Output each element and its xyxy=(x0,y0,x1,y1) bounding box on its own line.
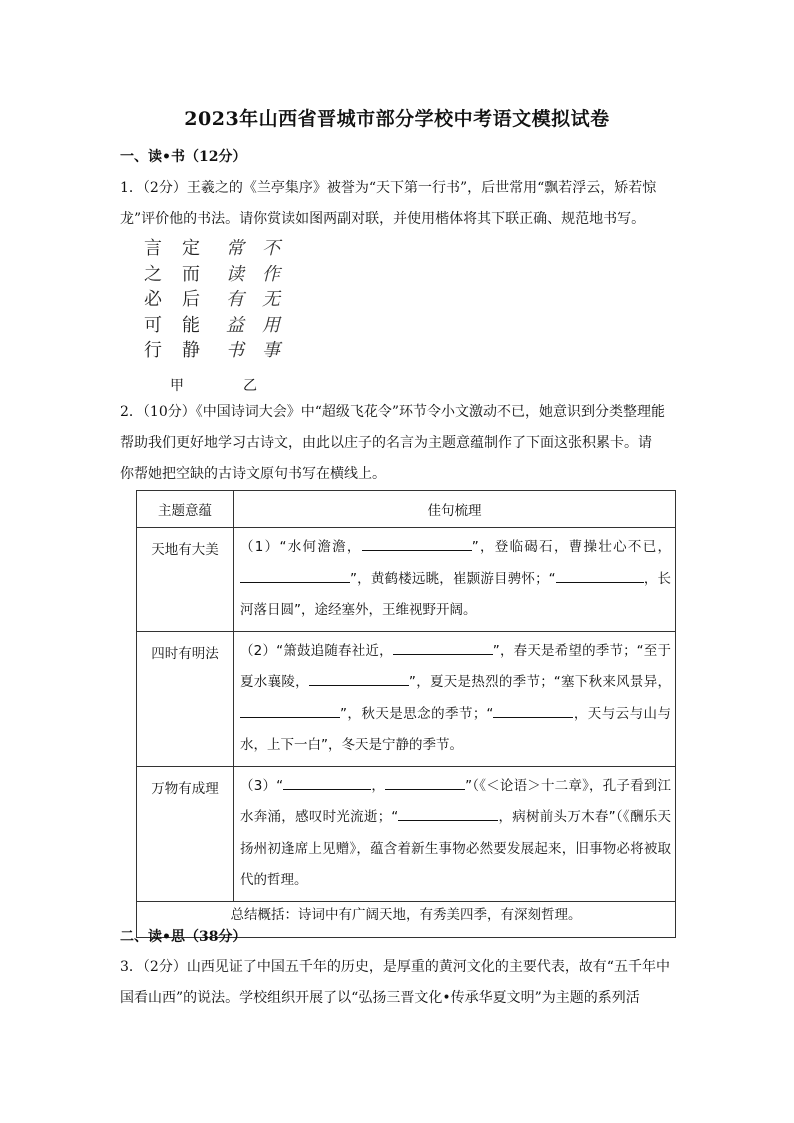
row-content: （2）“箫鼓追随春社近， ”，春天是希望的季节；“至于夏水襄陵， ”，夏天是热烈的季节；“塞下秋来风景异，”，秋天是思念的季节；“ ，天与云与山与水，上下一白”，冬天是宁静的季节。 xyxy=(234,631,676,766)
answer-blank[interactable] xyxy=(393,640,493,655)
answer-blank[interactable] xyxy=(556,568,644,583)
answer-blank[interactable] xyxy=(283,775,371,790)
header-lines: 佳句梳理 xyxy=(234,491,676,528)
header-theme: 主题意蕴 xyxy=(137,491,234,528)
answer-blank[interactable] xyxy=(240,703,340,718)
table-row xyxy=(137,528,676,632)
accumulation-card-table xyxy=(136,490,676,938)
row-theme: 天地有大美 xyxy=(137,528,234,632)
question-2-line-3: 你帮她把空缺的古诗文原句书写在横线上。 xyxy=(120,466,386,482)
couplet-column-4: 不 作 无 用 事 xyxy=(262,238,280,361)
row-content: （1）“水何澹澹， ”，登临碣石，曹操壮心不已，”，黄鹤楼远眺，崔颢游目骋怀；“ ，长河落日圆”，途经塞外，王维视野开阔。 xyxy=(234,528,676,632)
table-header-row xyxy=(137,491,676,528)
answer-blank[interactable] xyxy=(385,775,465,790)
table-row xyxy=(137,766,676,901)
summary-cell: 总结概括：诗词中有广阔天地，有秀美四季，有深刻哲理。 xyxy=(137,901,676,937)
question-3 xyxy=(120,952,676,1014)
question-2-line-2: 帮助我们更好地学习古诗文，由此以庄子的名言为主题意蕴制作了下面这张积累卡。请 xyxy=(120,435,652,451)
row-theme: 四时有明法 xyxy=(137,631,234,766)
section-heading-reading-thinking: 二、读•思（38分） xyxy=(120,929,247,945)
couplet-label-b: 乙 xyxy=(243,378,257,394)
calligraphy-couplets-image xyxy=(142,236,292,361)
question-1-line-1: 1．（2分）王羲之的《兰亭集序》被誉为“天下第一行书”，后世常用“飘若浮云，矫若惊 xyxy=(120,180,657,196)
table-row xyxy=(137,631,676,766)
page-title: 2023年山西省晋城市部分学校中考语文模拟试卷 xyxy=(184,108,610,130)
question-2-line-1: 2．（10分）《中国诗词大会》中“超级飞花令”环节令小文激动不已，她意识到分类整理能 xyxy=(120,404,666,420)
question-3-line-1: 3．（2分）山西见证了中国五千年的历史，是厚重的黄河文化的主要代表，故有“五千年中 xyxy=(120,959,670,975)
answer-blank[interactable] xyxy=(398,806,498,821)
couplet-label-a: 甲 xyxy=(170,378,184,394)
answer-blank[interactable] xyxy=(362,536,472,551)
answer-blank[interactable] xyxy=(240,568,350,583)
answer-blank[interactable] xyxy=(309,671,409,686)
section-heading-reading-writing: 一、读•书（12分） xyxy=(120,149,247,165)
answer-blank[interactable] xyxy=(493,703,573,718)
question-1-line-2: 龙”评价他的书法。请你赏读如图两副对联，并使用楷体将其下联正确、规范地书写。 xyxy=(120,211,646,227)
couplet-column-3: 常 读 有 益 书 xyxy=(226,238,244,361)
question-1 xyxy=(120,173,676,235)
row-content: （3）“ ， ”（《＜论语＞十二章》，孔子看到江水奔涌，感叹时光流逝；“ ，病树前头万木春”（《酬乐天扬州初逢席上见赠》，蕴含着新生事物必然要发展起来，旧事物必将被取代的哲理。 xyxy=(234,766,676,901)
question-3-line-2: 国看山西”的说法。学校组织开展了以“弘扬三晋文化•传承华夏文明”为主题的系列活 xyxy=(120,990,640,1006)
couplet-column-2: 定 而 后 能 静 xyxy=(182,238,200,361)
row-theme: 万物有成理 xyxy=(137,766,234,901)
question-2 xyxy=(120,397,676,490)
couplet-column-1: 言 之 必 可 行 xyxy=(144,238,162,361)
